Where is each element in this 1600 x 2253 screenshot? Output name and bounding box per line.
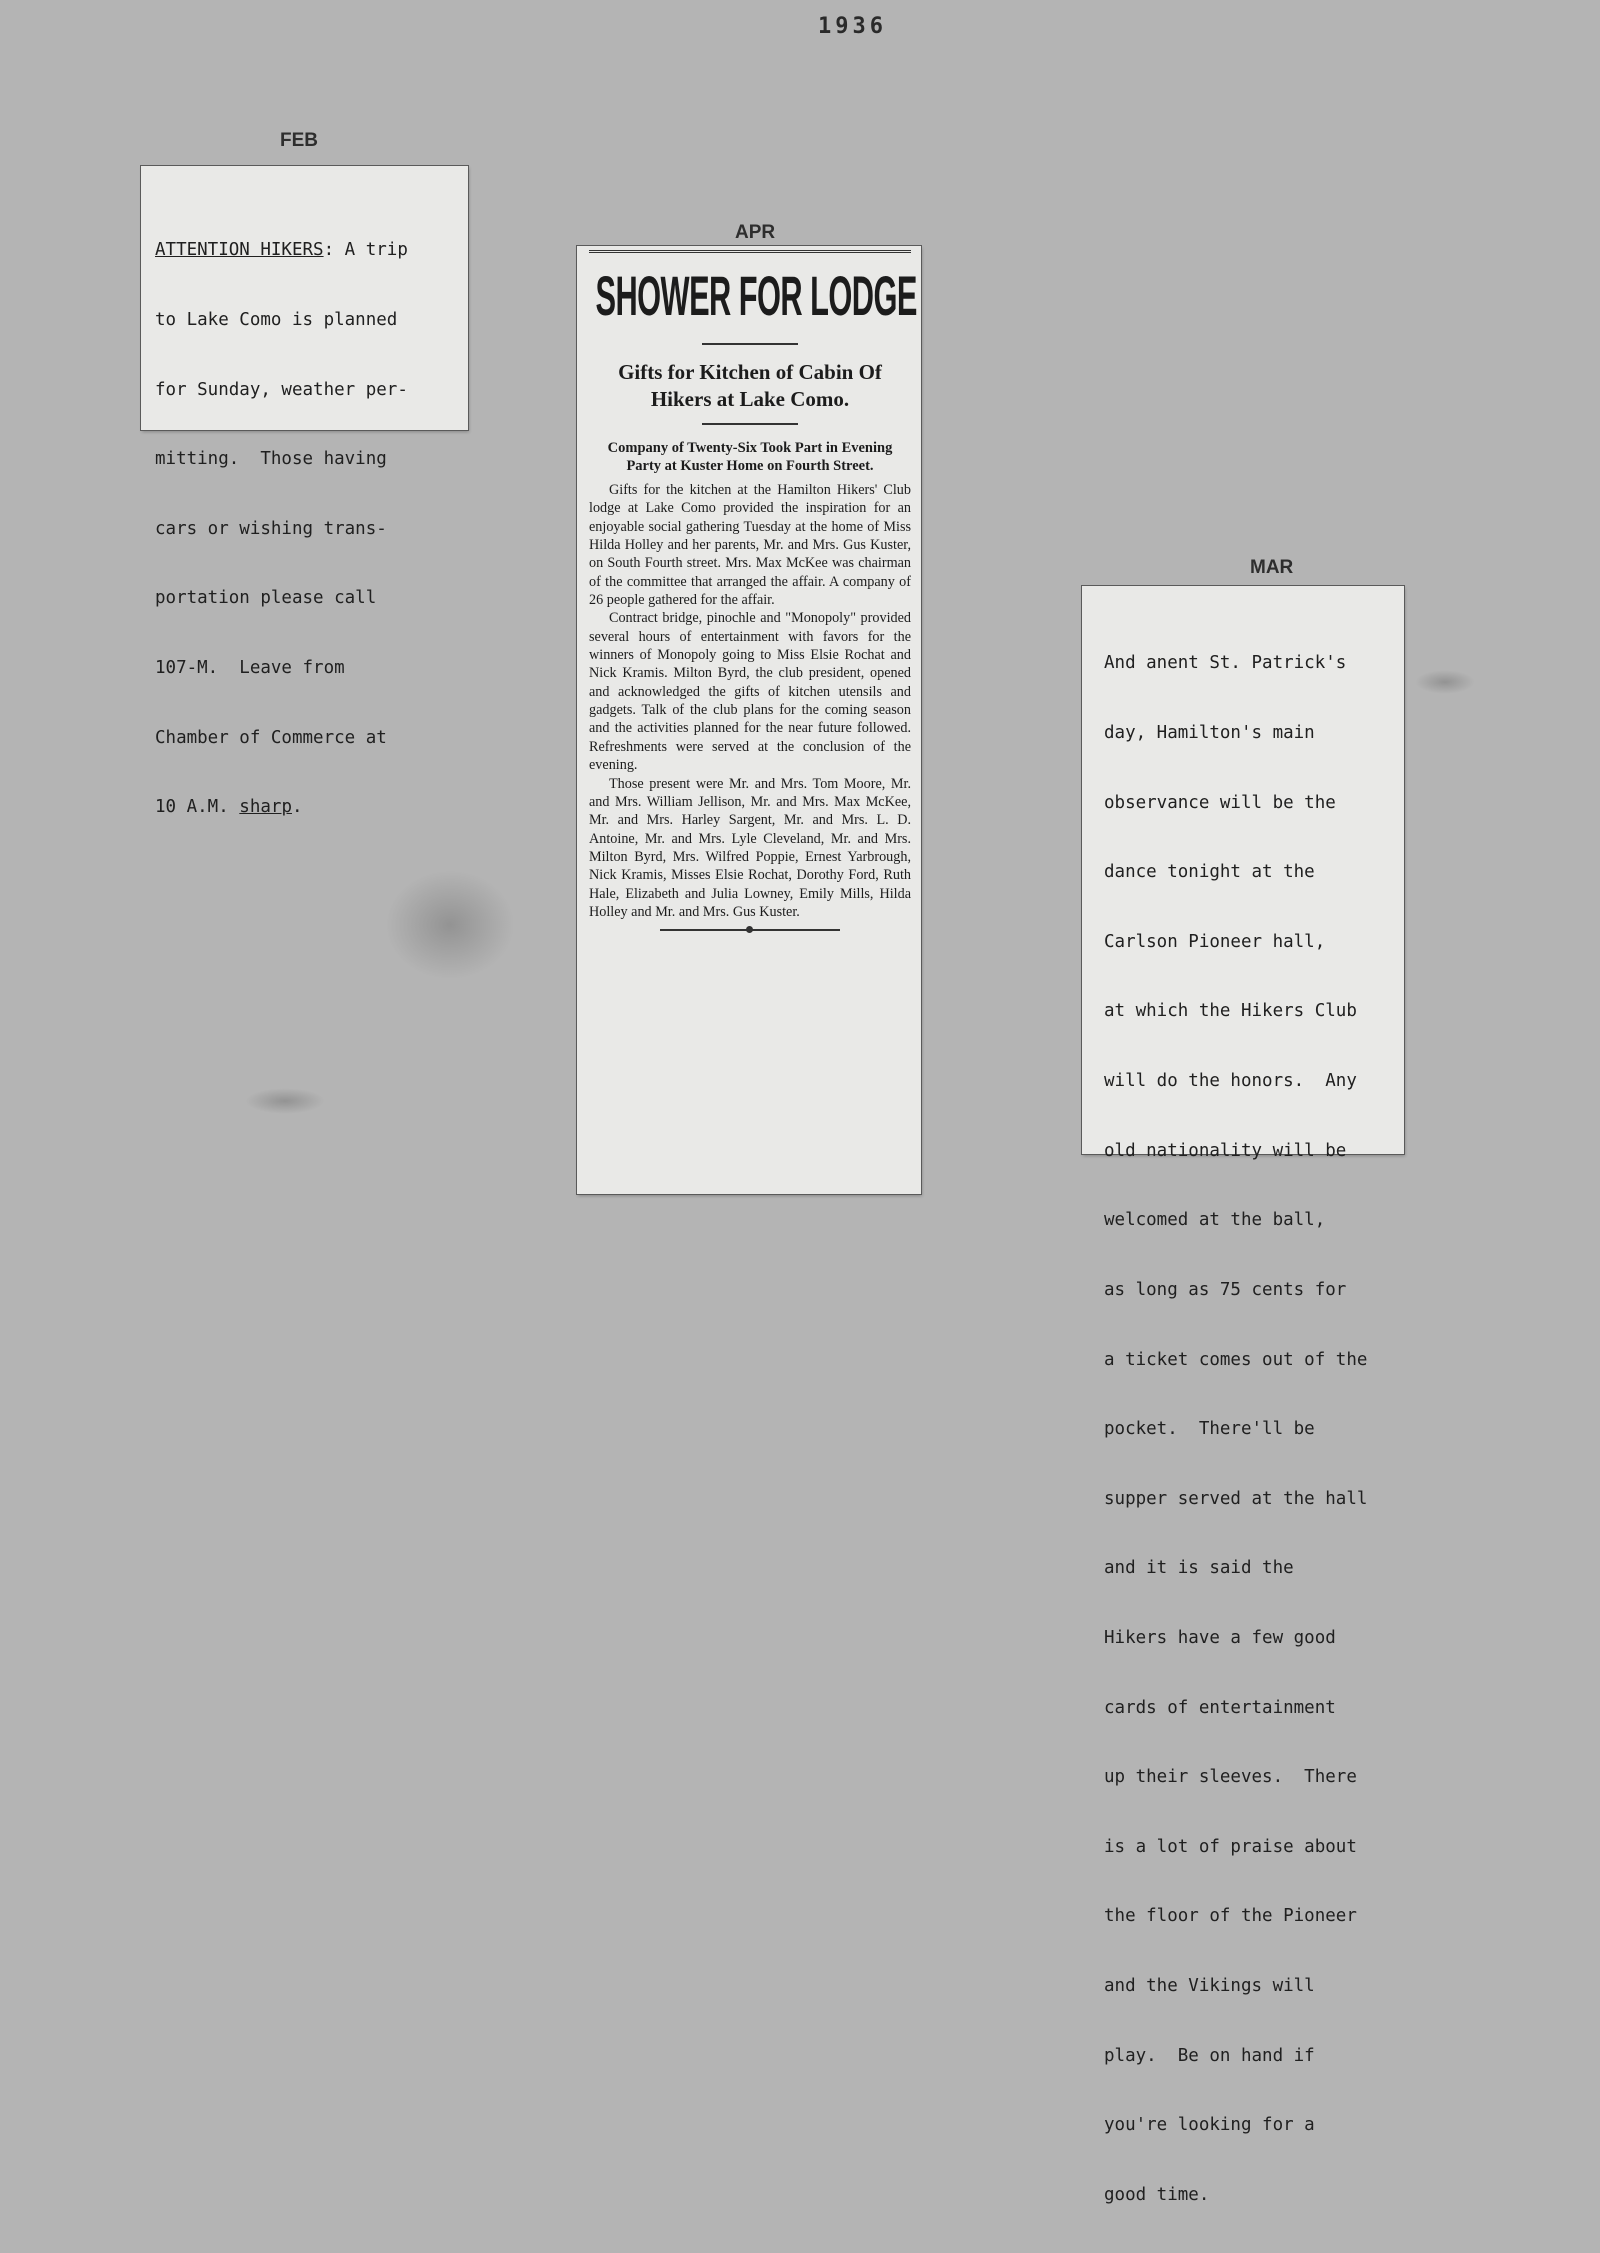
- text-line: play. Be on hand if: [1104, 2045, 1315, 2066]
- text-line: cards of entertainment: [1104, 1697, 1336, 1718]
- text-line: supper served at the hall: [1104, 1488, 1368, 1509]
- month-label-apr: APR: [735, 222, 776, 243]
- clipping-mar: [1082, 586, 1404, 2205]
- text-line: at which the Hikers Club: [1104, 1001, 1357, 1022]
- text-line: old nationality will be: [1104, 1140, 1347, 1161]
- text-line: Carlson Pioneer hall,: [1104, 931, 1326, 952]
- top-rule: [589, 250, 911, 253]
- text-line: day, Hamilton's main: [1104, 723, 1315, 744]
- divider: [702, 343, 798, 345]
- text-line: up their sleeves. There: [1104, 1767, 1357, 1788]
- text-line: And anent St. Patrick's: [1104, 653, 1347, 674]
- text-line: 10 A.M. sharp.: [155, 797, 303, 818]
- text-line: to Lake Como is planned: [155, 310, 398, 331]
- mar-text: [1104, 606, 1394, 2253]
- text-line: and the Vikings will: [1104, 1975, 1315, 1996]
- text-line: will do the honors. Any: [1104, 1071, 1357, 1092]
- ink-stain: [1415, 670, 1475, 694]
- text-line: portation please call: [155, 588, 377, 609]
- text-line: cars or wishing trans-: [155, 518, 387, 539]
- text-line: observance will be the: [1104, 792, 1336, 813]
- text-line: and it is said the: [1104, 1558, 1294, 1579]
- text-line: as long as 75 cents for: [1104, 1279, 1347, 1300]
- clipping-apr: [577, 246, 921, 1194]
- month-label-feb: FEB: [280, 130, 318, 151]
- text-line: 107-M. Leave from: [155, 658, 345, 679]
- text-line: the floor of the Pioneer: [1104, 1906, 1357, 1927]
- text-line: ATTENTION HIKERS: A trip: [155, 240, 408, 261]
- text-line: Chamber of Commerce at: [155, 727, 387, 748]
- text-line: Hikers have a few good: [1104, 1627, 1336, 1648]
- text-line: is a lot of praise about: [1104, 1836, 1357, 1857]
- article-paragraph: Gifts for the kitchen at the Hamilton Hikers' Club lodge at Lake Como provided the inspiration for an enjoyable social gathering Tuesday at the home of Miss Hilda Holley and her parents, Mr. and Mrs. Gus Kuster, on South Fourth street. Mrs. Max McKee was chairman of the committee that arranged the affair. A company of 26 people gathered for the affair.: [589, 482, 911, 609]
- text-line: dance tonight at the: [1104, 862, 1315, 883]
- text-line: pocket. There'll be: [1104, 1419, 1315, 1440]
- underlined-text: sharp: [239, 797, 292, 818]
- ink-stain: [385, 870, 515, 980]
- text-line: good time.: [1104, 2184, 1210, 2205]
- text-line: you're looking for a: [1104, 2115, 1315, 2136]
- end-rule: [660, 929, 840, 931]
- month-label-mar: MAR: [1250, 557, 1294, 578]
- feb-text: [155, 193, 456, 866]
- page-year: 1936: [818, 14, 887, 39]
- text-line: for Sunday, weather per-: [155, 379, 408, 400]
- article-paragraph: Contract bridge, pinochle and "Monopoly" provided several hours of entertainment with favors for the winners of Monopoly going to Miss Elsie Rochat and Nick Kramis. Milton Byrd, the club president, opened and acknowledged the gifts of kitchen utensils and gadgets. Talk of the club plans for the coming season and the activities planned for the near future followed. Refreshments were served at the conclusion of the evening.: [589, 610, 911, 774]
- headline: SHOWER FOR LODGE: [595, 264, 917, 327]
- text-line: a ticket comes out of the: [1104, 1349, 1368, 1370]
- subheadline: Gifts for Kitchen of Cabin Of Hikers at Lake Como.: [618, 360, 882, 411]
- clipping-feb: [141, 166, 468, 818]
- underlined-text: ATTENTION HIKERS: [155, 240, 324, 261]
- ink-stain: [245, 1088, 325, 1114]
- text-line: mitting. Those having: [155, 449, 387, 470]
- secondary-subheadline: Company of Twenty-Six Took Part in Evening Party at Kuster Home on Fourth Street.: [607, 440, 893, 474]
- divider: [702, 423, 798, 425]
- article-paragraph: Those present were Mr. and Mrs. Tom Moore, Mr. and Mrs. William Jellison, Mr. and Mrs. Max McKee, Mr. and Mrs. Harley Sargent, Mr. and Mrs. L. D. Antoine, Mr. and Mrs. Lyle Cleveland, Mr. and Mrs. Milton Byrd, Mrs. Wilfred Poppie, Ernest Yarbrough, Nick Kramis, Misses Elsie Rochat, Dorothy Ford, Ruth Hale, Elizabeth and Julia Lowney, Emily Mills, Hilda Holley and Mr. and Mrs. Gus Kuster.: [589, 775, 911, 920]
- text-line: welcomed at the ball,: [1104, 1210, 1326, 1231]
